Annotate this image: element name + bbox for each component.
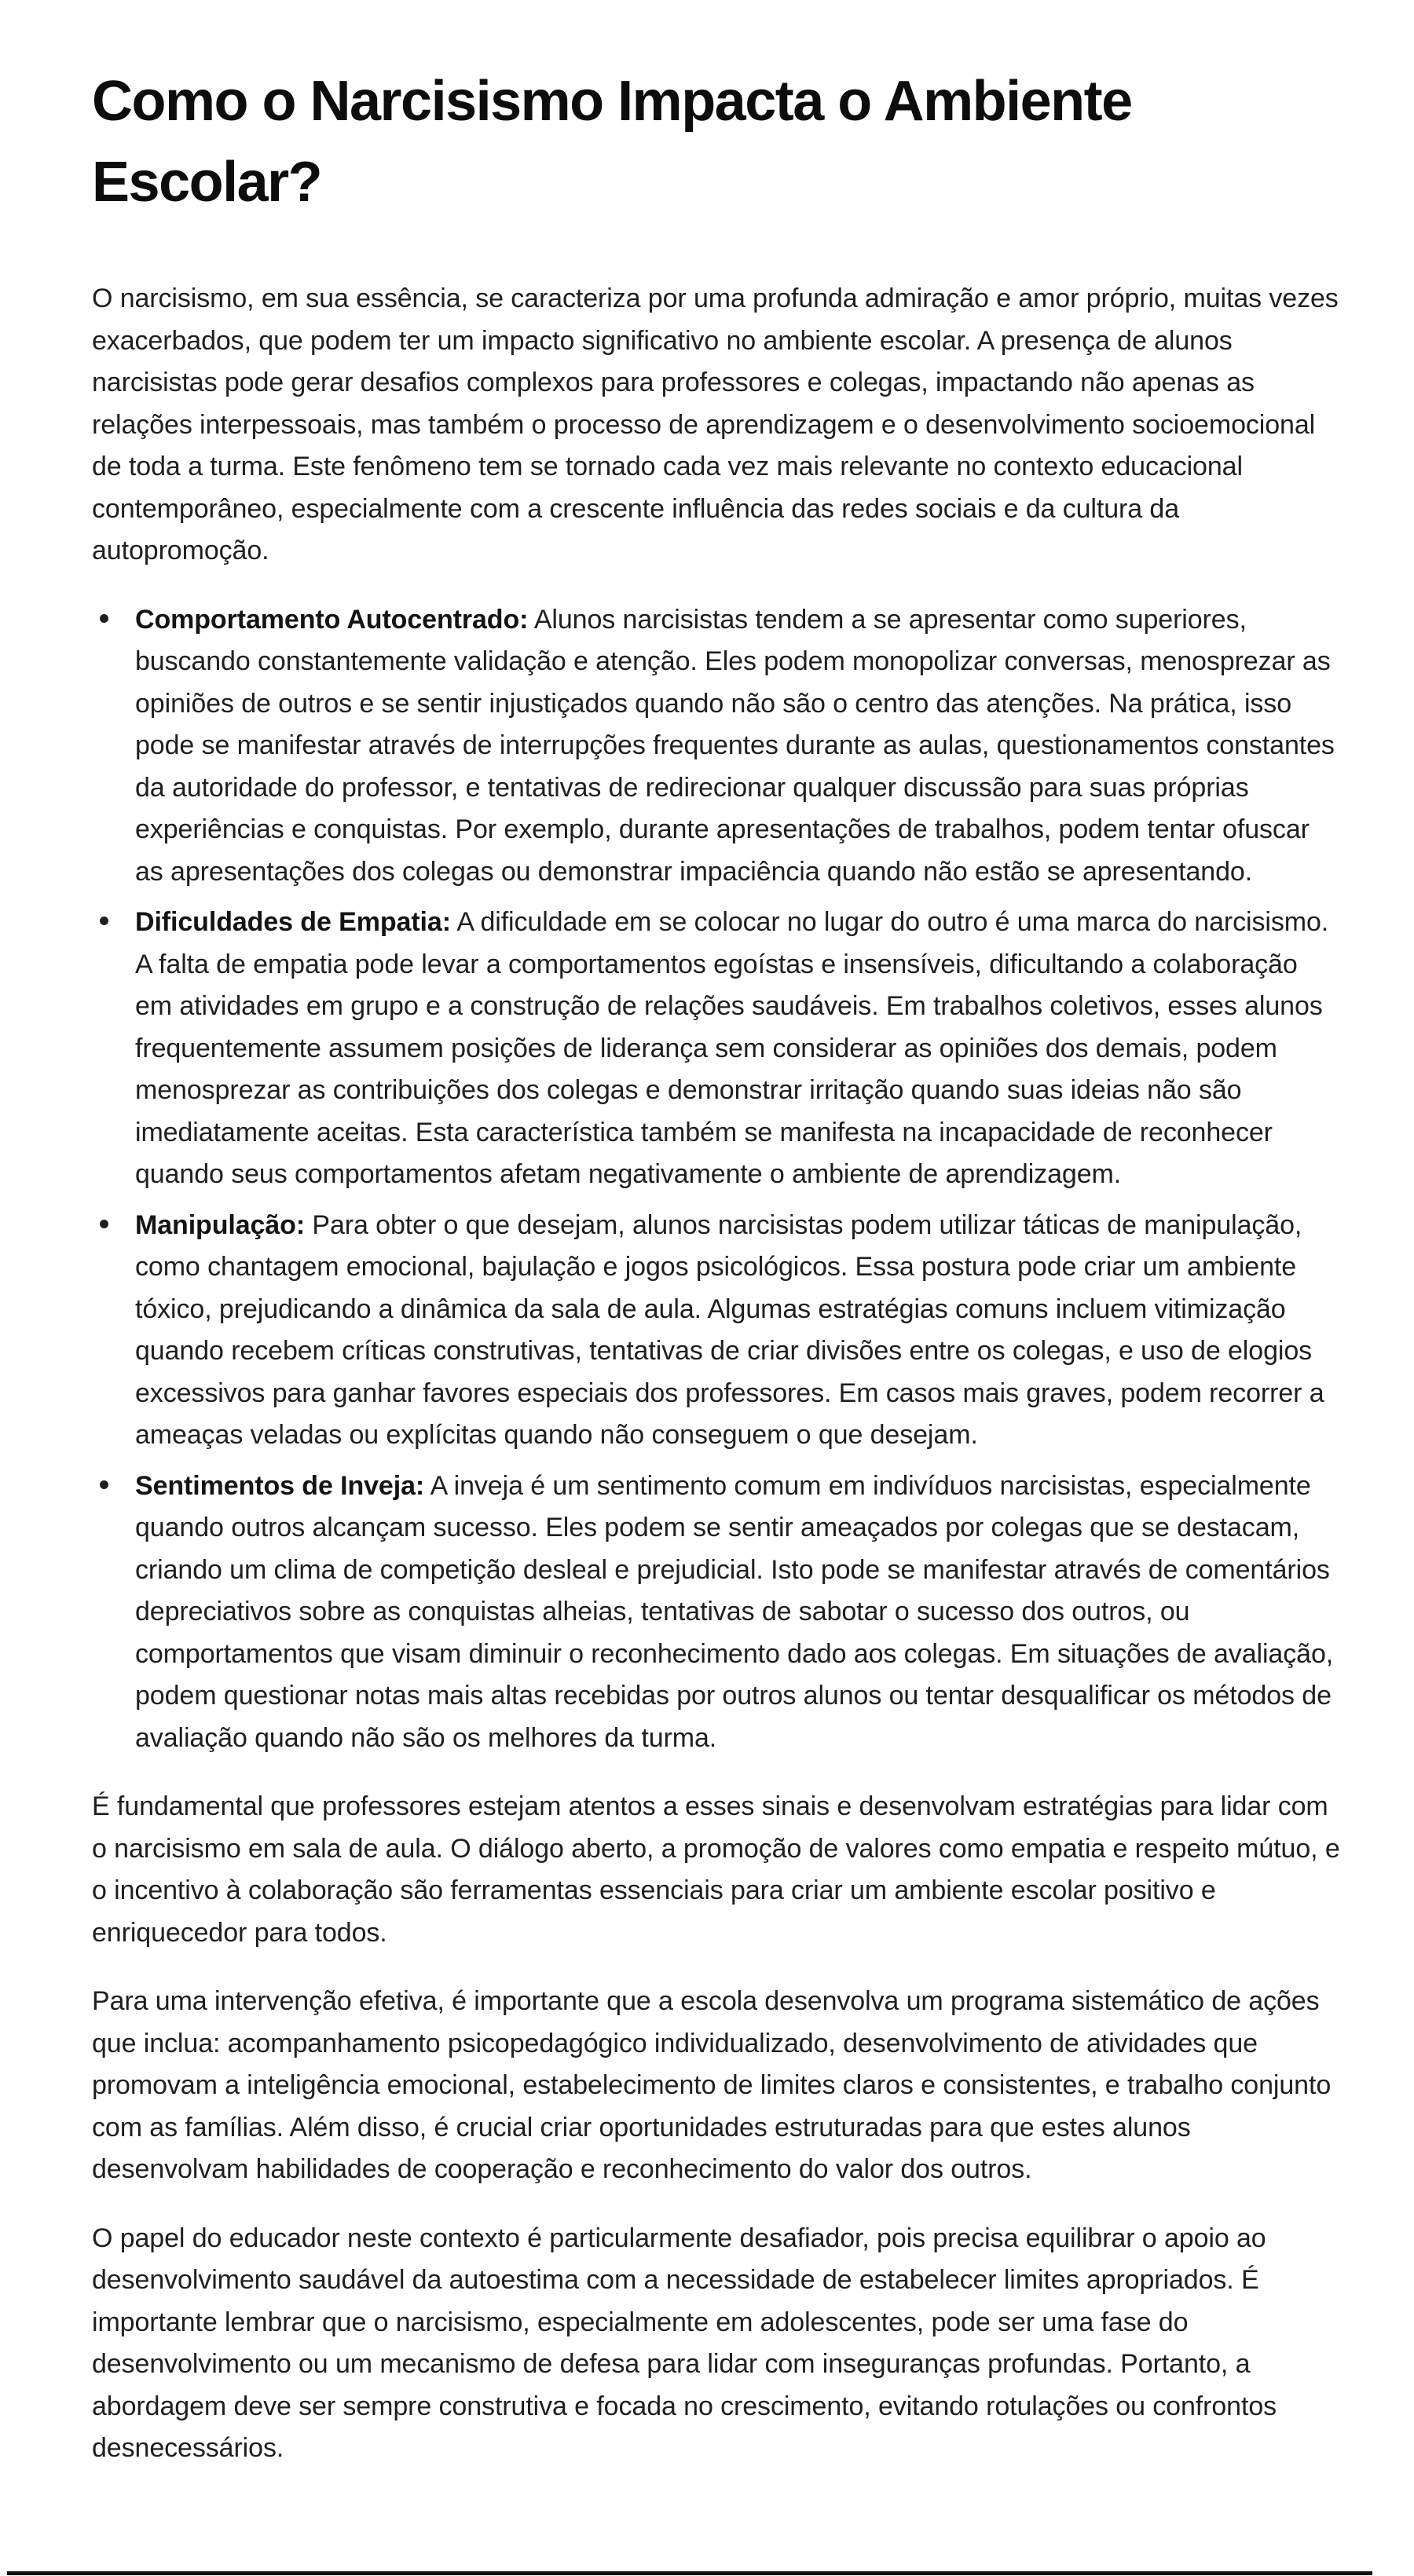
page-title: Como o Narcisismo Impacta o Ambiente Escolar? bbox=[92, 70, 1132, 214]
list-item bbox=[135, 902, 1341, 1196]
bottom-divider bbox=[7, 2571, 1372, 2575]
intro-paragraph: O narcisismo, em sua essência, se caracteriza por uma profunda admiração e amor próprio, muitas vezes exacerbados, que podem ter um impacto significativo no ambiente escolar. A presença de alunos narcisistas pode gerar desafios complexos para professores e colegas, impactando não apenas as relações interpessoais, mas também o processo de aprendizagem e o desenvolvimento socioemocional de toda a turma. Este fenômeno tem se tornado cada vez mais relevante no contexto educacional contemporâneo, especialmente com a crescente influência das redes sociais e da cultura da autopromoção. bbox=[92, 284, 1339, 565]
bullet-label: Dificuldades de Empatia: bbox=[135, 907, 451, 937]
list-item bbox=[135, 1205, 1341, 1457]
closing-paragraph-3: O papel do educador neste contexto é particularmente desafiador, pois precisa equilibrar o apoio ao desenvolvimento saudável da autoestima com a necessidade de estabelecer limites apropriados. É importante lembrar que o narcisismo, especialmente em adolescentes, pode ser uma fase do desenvolvimento ou um mecanismo de defesa para lidar com inseguranças profundas. Portanto, a abordagem deve ser sempre construtiva e focada no crescimento, evitando rotulações ou confrontos desnecessários. bbox=[92, 2223, 1277, 2463]
list-item bbox=[135, 599, 1341, 894]
bullet-list bbox=[92, 599, 1341, 1760]
list-item bbox=[135, 1465, 1341, 1760]
bullet-label: Sentimentos de Inveja: bbox=[135, 1470, 425, 1501]
bullet-label: Manipulação: bbox=[135, 1209, 306, 1240]
article bbox=[92, 61, 1341, 2497]
bullet-text: Alunos narcisistas tendem a se apresentar como superiores, buscando constantemente validação e atenção. Eles podem monopolizar conversas, menosprezar as opiniões de outros e se sentir injustiçados quando não são o centro das atenções. Na prática, isso pode se manifestar através de interrupções frequentes durante as aulas, questionamentos constantes da autoridade do professor, e tentativas de redirecionar qualquer discussão para suas próprias experiências e conquistas. Por exemplo, durante apresentações de trabalhos, podem tentar ofuscar as apresentações dos colegas ou demonstrar impaciência quando não estão se apresentando. bbox=[135, 604, 1335, 887]
bullet-text: A dificuldade em se colocar no lugar do outro é uma marca do narcisismo. A falta de empatia pode levar a comportamentos egoístas e insensíveis, dificultando a colaboração em atividades em grupo e a construção de relações saudáveis. Em trabalhos coletivos, esses alunos frequentemente assumem posições de liderança sem considerar as opiniões dos demais, podem menosprezar as contribuições dos colegas e demonstrar irritação quando suas ideias não são imediatamente aceitas. Esta característica também se manifesta na incapacidade de reconhecer quando seus comportamentos afetam negativamente o ambiente de aprendizagem. bbox=[135, 907, 1329, 1189]
bullet-text: A inveja é um sentimento comum em indivíduos narcisistas, especialmente quando outros alcançam sucesso. Eles podem se sentir ameaçados por colegas que se destacam, criando um clima de competição desleal e prejudicial. Isto pode se manifestar através de comentários depreciativos sobre as conquistas alheias, tentativas de sabotar o sucesso dos outros, ou comportamentos que visam diminuir o reconhecimento dado aos colegas. Em situações de avaliação, podem questionar notas mais altas recebidas por outros alunos ou tentar desqualificar os métodos de avaliação quando não são os melhores da turma. bbox=[135, 1470, 1334, 1753]
closing-paragraph-2: Para uma intervenção efetiva, é importante que a escola desenvolva um programa sistemático de ações que inclua: acompanhamento psicopedagógico individualizado, desenvolvimento de atividades que promovam a inteligência emocional, estabelecimento de limites claros e consistentes, e trabalho conjunto com as famílias. Além disso, é crucial criar oportunidades estruturadas para que estes alunos desenvolvam habilidades de cooperação e reconhecimento do valor dos outros. bbox=[92, 1986, 1332, 2184]
closing-paragraph-1: É fundamental que professores estejam atentos a esses sinais e desenvolvam estratégias para lidar com o narcisismo em sala de aula. O diálogo aberto, a promoção de valores como empatia e respeito mútuo, e o incentivo à colaboração são ferramentas essenciais para criar um ambiente escolar positivo e enriquecedor para todos. bbox=[92, 1791, 1340, 1948]
bullet-text: Para obter o que desejam, alunos narcisistas podem utilizar táticas de manipulação, como chantagem emocional, bajulação e jogos psicológicos. Essa postura pode criar um ambiente tóxico, prejudicando a dinâmica da sala de aula. Algumas estratégias comuns incluem vitimização quando recebem críticas construtivas, tentativas de criar divisões entre os colegas, e uso de elogios excessivos para ganhar favores especiais dos professores. Em casos mais graves, podem recorrer a ameaças veladas ou explícitas quando não conseguem o que desejam. bbox=[135, 1209, 1324, 1450]
bullet-label: Comportamento Autocentrado: bbox=[135, 604, 529, 635]
